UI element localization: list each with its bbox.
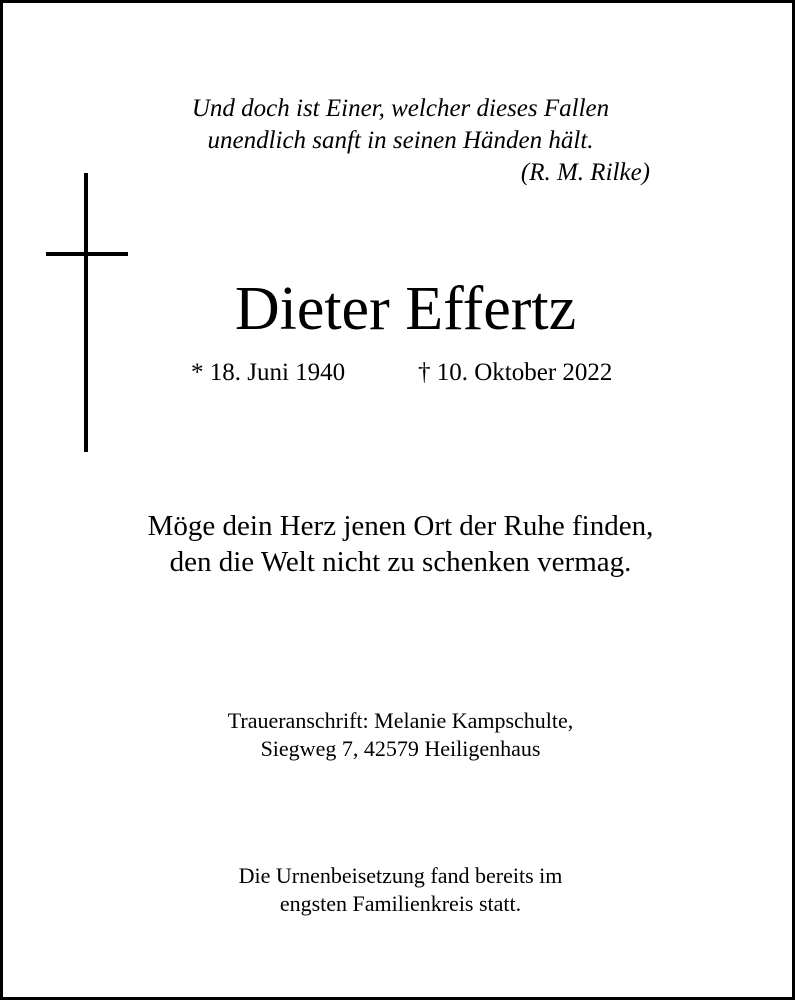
saying-line-1: Möge dein Herz jenen Ort der Ruhe finden, <box>147 510 654 542</box>
memorial-saying <box>3 508 795 580</box>
quote-line-2: unendlich sanft in seinen Händen hält. <box>207 127 594 154</box>
quote-author: (R. M. Rilke) <box>520 159 650 186</box>
address-line-1: Traueranschrift: Melanie Kampschulte, <box>227 708 574 733</box>
burial-note <box>3 862 795 918</box>
burial-line-1: Die Urnenbeisetzung fand bereits im <box>238 863 563 888</box>
death-date: † 10. Oktober 2022 <box>418 359 613 386</box>
saying-line-2: den die Welt nicht zu schenken vermag. <box>169 546 632 578</box>
address-line-2: Siegweg 7, 42579 Heiligenhaus <box>260 736 541 761</box>
birth-date: * 18. Juni 1940 <box>191 359 346 386</box>
mourning-address <box>3 707 795 763</box>
cross-horizontal-bar <box>46 252 128 256</box>
deceased-name: Dieter Effertz <box>234 275 577 343</box>
rilke-quote <box>3 93 795 186</box>
burial-line-2: engsten Familienkreis statt. <box>279 891 522 916</box>
quote-line-1: Und doch ist Einer, welcher dieses Fallen <box>191 95 610 122</box>
